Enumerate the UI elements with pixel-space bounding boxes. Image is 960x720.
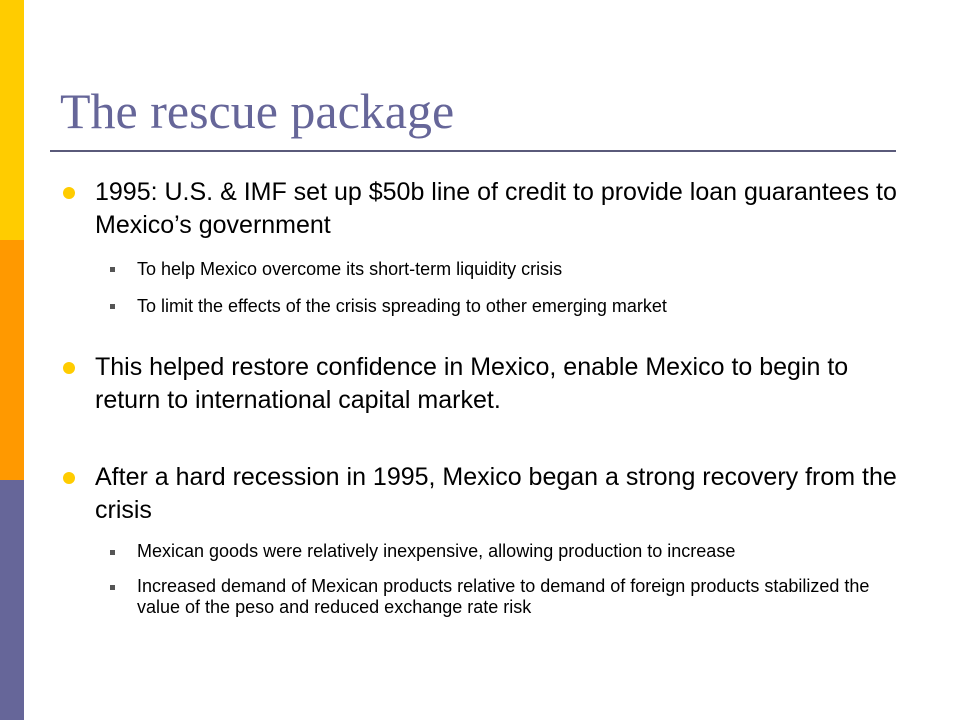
slide-content: [60, 176, 910, 618]
bullet-dot-icon: [63, 362, 75, 374]
square-bullet-icon: [110, 550, 115, 555]
sub-bullet-3-2-text: Increased demand of Mexican products relative to demand of foreign products stabilized the value of the peso and reduced exchange rate risk: [137, 576, 870, 617]
title-divider: [50, 150, 896, 152]
side-bar-yellow: [0, 0, 24, 240]
square-bullet-icon: [110, 585, 115, 590]
square-bullet-icon: [110, 304, 115, 309]
sub-bullet-1-2-text: To limit the effects of the crisis spreading to other emerging market: [137, 296, 667, 316]
side-bar-purple: [0, 480, 24, 720]
sub-bullet-3-2: [60, 576, 910, 618]
sub-bullet-1-1-text: To help Mexico overcome its short-term liquidity crisis: [137, 259, 563, 279]
slide-title: The rescue package: [60, 83, 455, 139]
side-bar-orange: [0, 240, 24, 480]
sub-bullet-1-1: [60, 258, 910, 280]
bullet-3-text: After a hard recession in 1995, Mexico began a strong recovery from the crisis: [95, 463, 897, 524]
sub-bullet-1-2: [60, 295, 910, 317]
sub-bullet-3-1: [60, 541, 910, 562]
bullet-dot-icon: [63, 187, 75, 199]
sub-bullet-3-1-text: Mexican goods were relatively inexpensive, allowing production to increase: [137, 541, 736, 561]
bullet-dot-icon: [63, 472, 75, 484]
bullet-2: [60, 351, 910, 417]
bullet-2-text: This helped restore confidence in Mexico, enable Mexico to begin to return to international capital market.: [95, 353, 849, 414]
bullet-1: [60, 176, 910, 242]
bullet-1-text: 1995: U.S. & IMF set up $50b line of credit to provide loan guarantees to Mexico’s government: [95, 178, 897, 239]
bullet-3: [60, 461, 910, 527]
square-bullet-icon: [110, 267, 115, 272]
